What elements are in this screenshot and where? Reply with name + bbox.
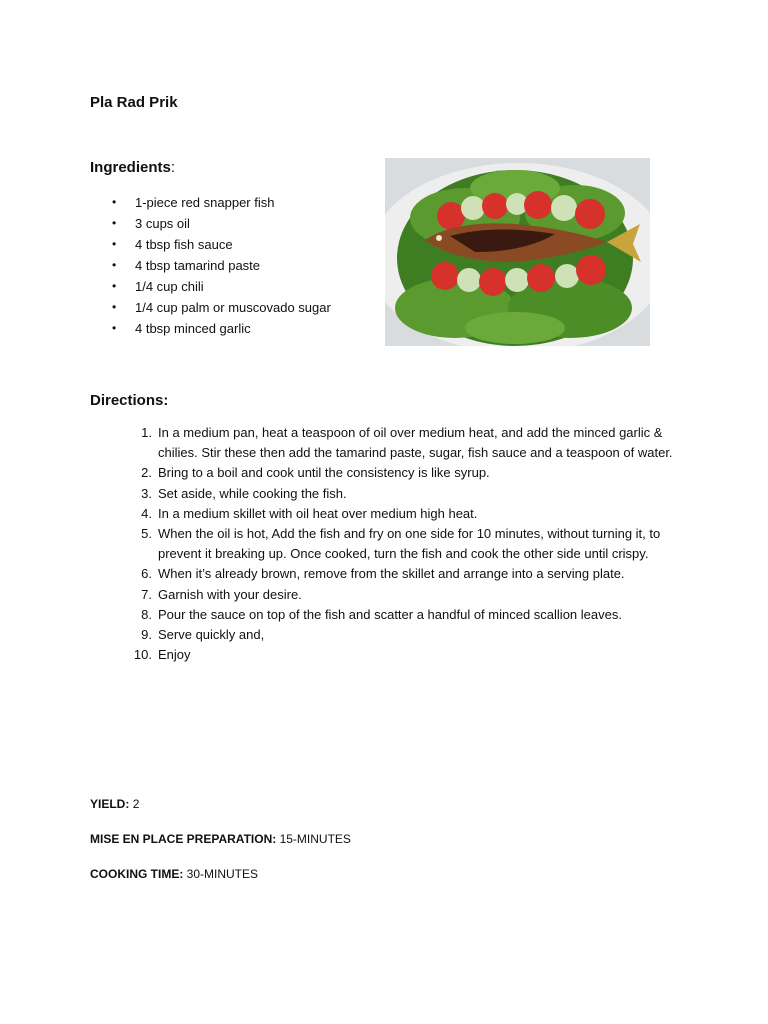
bullet-icon: • <box>112 216 117 230</box>
direction-step <box>128 645 688 665</box>
direction-step <box>128 564 688 584</box>
direction-step <box>128 463 688 483</box>
ingredient-text: 1/4 cup chili <box>135 279 204 294</box>
yield-line <box>90 797 139 811</box>
ingredient-item <box>112 276 331 297</box>
step-text: When the oil is hot, Add the fish and fry on one side for 10 minutes, without turning it, to prevent it breaking up. Once cooked, turn the fish and cook the other side until crispy. <box>158 526 661 562</box>
ingredient-text: 1/4 cup palm or muscovado sugar <box>135 300 331 315</box>
step-number: 7. <box>141 586 152 602</box>
recipe-title: Pla Rad Prik <box>90 94 178 111</box>
step-number: 6. <box>141 566 152 582</box>
cooking-time-label: COOKING TIME: <box>90 867 184 881</box>
step-text: Serve quickly and, <box>158 627 265 643</box>
directions-heading: Directions: <box>90 392 169 409</box>
ingredient-item <box>112 192 331 213</box>
step-number: 8. <box>141 606 152 622</box>
step-text: When it’s already brown, remove from the skillet and arrange into a serving plate. <box>158 566 625 582</box>
ingredients-heading <box>90 159 175 176</box>
mise-label: MISE EN PLACE PREPARATION: <box>90 832 277 846</box>
bullet-icon: • <box>112 258 117 272</box>
cooking-time-line <box>90 867 258 881</box>
direction-step <box>128 484 688 504</box>
step-text: In a medium pan, heat a teaspoon of oil over medium heat, and add the minced garlic & chilies. Stir these then add the tamarind paste, sugar, fish sauce and a teaspoon of water. <box>158 425 673 461</box>
mise-value: 15-MINUTES <box>279 832 351 846</box>
step-number: 4. <box>141 505 152 521</box>
mise-en-place-line <box>90 832 351 846</box>
directions-list <box>128 423 688 665</box>
step-number: 5. <box>141 526 152 542</box>
ingredient-item <box>112 234 331 255</box>
step-number: 9. <box>141 627 152 643</box>
ingredient-text: 1-piece red snapper fish <box>135 195 275 210</box>
ingredients-heading-text: Ingredients <box>90 159 171 176</box>
step-text: Bring to a boil and cook until the consistency is like syrup. <box>158 465 490 481</box>
step-number: 3. <box>141 485 152 501</box>
ingredient-item <box>112 297 331 318</box>
ingredients-heading-colon: : <box>170 159 176 176</box>
ingredient-item <box>112 213 331 234</box>
bullet-icon: • <box>112 237 117 251</box>
ingredient-item <box>112 318 331 339</box>
direction-step <box>128 585 688 605</box>
bullet-icon: • <box>112 195 117 209</box>
step-text: In a medium skillet with oil heat over medium high heat. <box>158 505 478 521</box>
direction-step <box>128 605 688 625</box>
step-number: 2. <box>141 465 152 481</box>
ingredient-item <box>112 255 331 276</box>
ingredient-text: 4 tbsp fish sauce <box>135 237 233 252</box>
step-text: Set aside, while cooking the fish. <box>158 485 347 501</box>
bullet-icon: • <box>112 300 117 314</box>
ingredients-list <box>112 192 331 339</box>
direction-step <box>128 524 688 564</box>
direction-step <box>128 423 688 463</box>
step-text: Enjoy <box>158 647 191 663</box>
ingredient-text: 4 tbsp minced garlic <box>135 321 251 336</box>
bullet-icon: • <box>112 321 117 335</box>
fish-dish-photo <box>385 158 650 346</box>
ingredient-text: 3 cups oil <box>135 216 190 231</box>
step-number: 10. <box>133 647 152 663</box>
step-text: Pour the sauce on top of the fish and scatter a handful of minced scallion leaves. <box>158 606 622 622</box>
step-number: 1. <box>141 425 152 440</box>
ingredient-text: 4 tbsp tamarind paste <box>135 258 261 273</box>
yield-label: YIELD: <box>90 797 130 811</box>
step-text: Garnish with your desire. <box>158 586 302 602</box>
yield-value: 2 <box>132 797 140 811</box>
direction-step <box>128 625 688 645</box>
bullet-icon: • <box>112 279 117 293</box>
direction-step <box>128 504 688 524</box>
cooking-time-value: 30-MINUTES <box>186 867 259 881</box>
